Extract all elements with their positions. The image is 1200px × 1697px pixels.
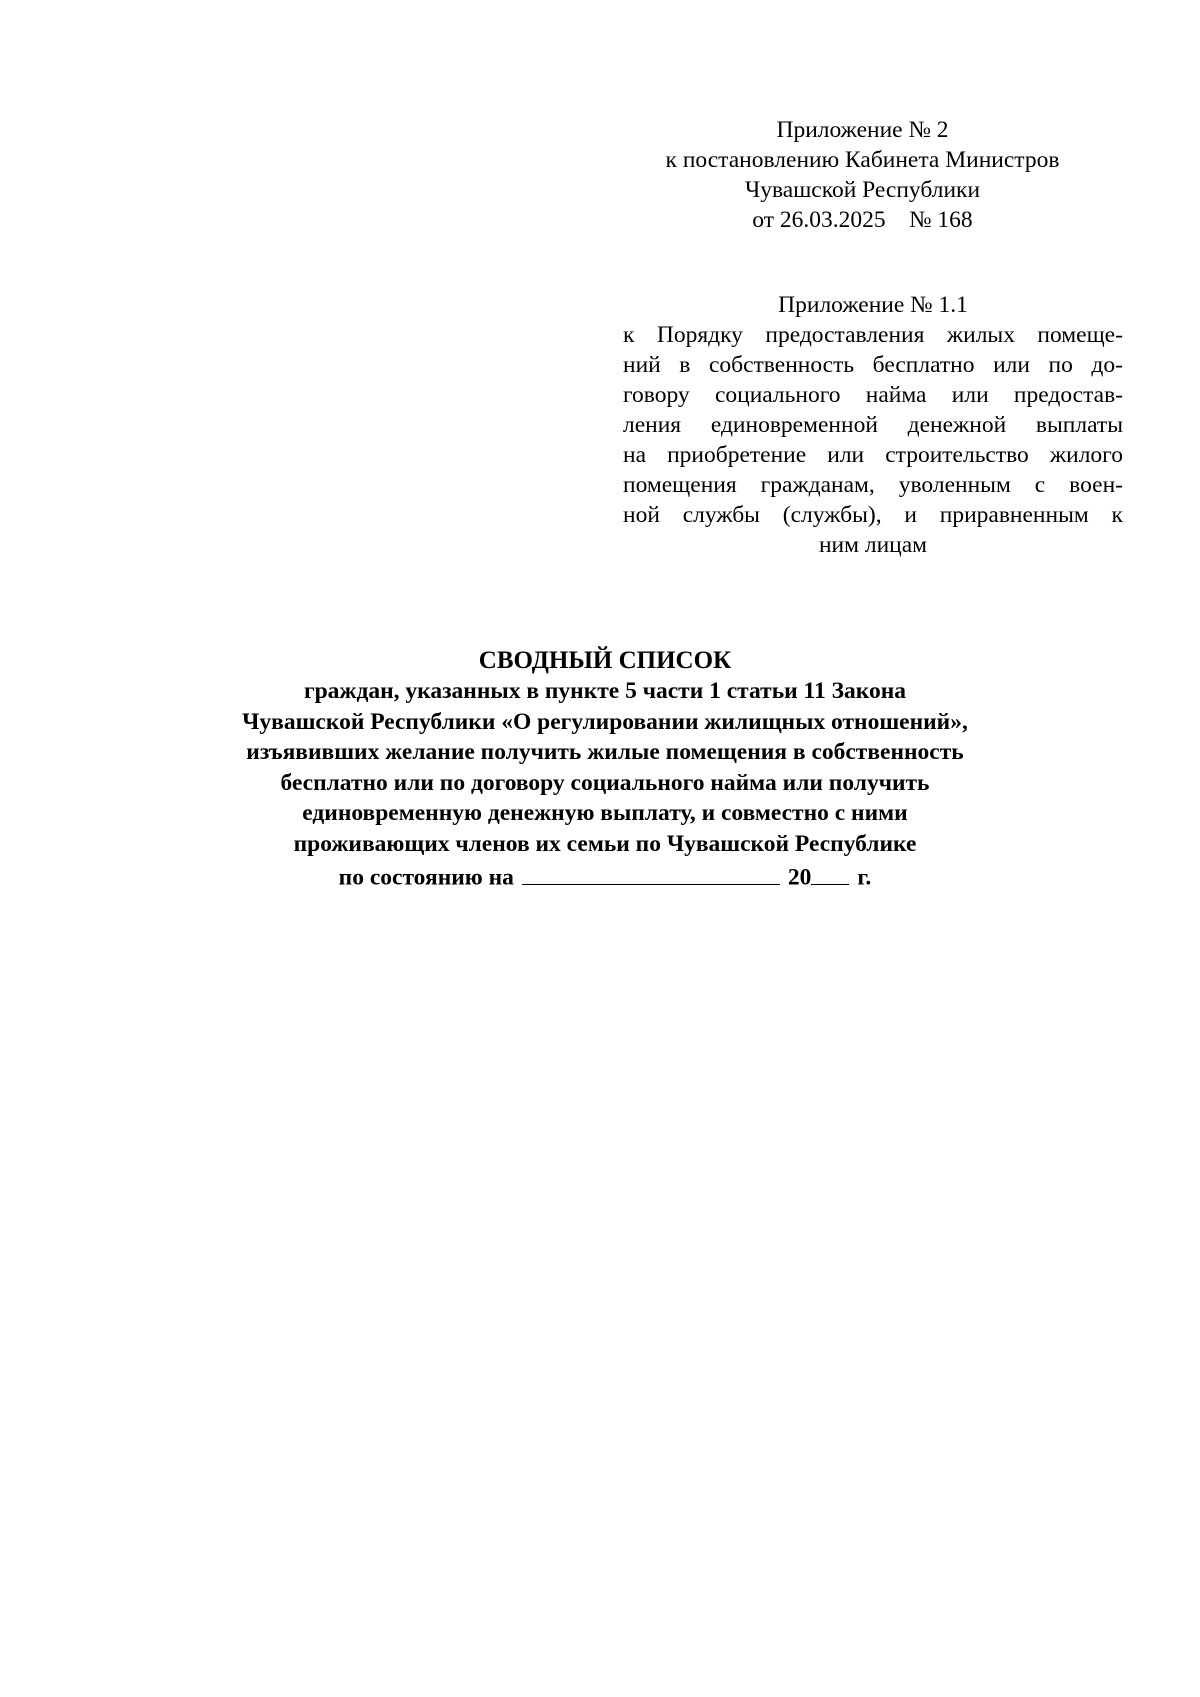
approval-line: к постановлению Кабинета Министров — [665, 147, 1060, 173]
appendix-word: уволенным — [898, 472, 1011, 498]
appendix-line — [623, 440, 1123, 470]
heading-date-line — [150, 859, 1060, 893]
appendix-word: в — [679, 352, 691, 378]
appendix-last-line: ним лицам — [818, 532, 928, 558]
appendix-line — [623, 320, 1123, 350]
date-blank — [522, 859, 780, 885]
heading-line: проживающих членов их семьи по Чувашской Республике — [293, 830, 917, 857]
document-heading — [150, 645, 1060, 893]
appendix-line — [623, 500, 1123, 530]
approval-line: от 26.03.2025 № 168 — [752, 207, 973, 233]
appendix-line — [623, 470, 1123, 500]
approval-block — [640, 115, 1085, 235]
approval-line: Приложение № 2 — [776, 117, 949, 143]
date-prefix: по состоянию на — [338, 864, 514, 891]
appendix-word: приобретение — [667, 442, 807, 468]
appendix-word: жилых — [946, 322, 1015, 348]
appendix-word: помещения — [623, 472, 737, 498]
appendix-title: Приложение № 1.1 — [778, 292, 968, 318]
appendix-word: найма — [865, 382, 927, 408]
appendix-word: по — [1048, 352, 1073, 378]
appendix-word: и — [904, 502, 917, 528]
date-suffix: г. — [857, 864, 872, 891]
appendix-word: гражданам, — [760, 472, 875, 498]
appendix-word: или — [827, 442, 865, 468]
appendix-word: предоставления — [765, 322, 925, 348]
appendix-word: ний — [623, 352, 661, 378]
heading-line: единовременную денежную выплату, и совместно с ними — [302, 800, 908, 826]
appendix-body — [623, 320, 1123, 560]
approval-line: Чувашской Республики — [744, 177, 981, 203]
appendix-word: собственность — [708, 352, 855, 378]
appendix-line — [623, 410, 1123, 440]
appendix-word: ной — [623, 502, 660, 528]
appendix-word: или — [993, 352, 1030, 378]
appendix-word: денежной — [907, 412, 1007, 438]
appendix-word: воен- — [1069, 472, 1123, 498]
appendix-word: Порядку — [656, 322, 743, 348]
appendix-word: строительство — [885, 442, 1029, 468]
appendix-word: говору — [623, 382, 690, 408]
heading-line: изъявивших желание получить жилые помещения в собственность — [246, 739, 964, 765]
appendix-line — [623, 350, 1123, 380]
year-blank — [811, 859, 849, 885]
appendix-word: жилого — [1049, 442, 1123, 468]
date-century: 20 — [787, 864, 812, 891]
appendix-word: службы — [682, 502, 760, 528]
appendix-word: на — [623, 442, 647, 468]
appendix-word: ления — [623, 412, 682, 438]
document-title: СВОДНЫЙ СПИСОК — [478, 647, 732, 674]
appendix-word: к — [623, 322, 635, 348]
appendix-word: приравненным — [939, 502, 1089, 528]
appendix-word: до- — [1091, 352, 1123, 378]
heading-line: бесплатно или по договору социального найма или получить — [280, 769, 930, 796]
appendix-word: выплаты — [1035, 412, 1123, 438]
appendix-word: помеще- — [1037, 322, 1123, 348]
appendix-word: бесплатно — [872, 352, 975, 378]
appendix-word: с — [1034, 472, 1046, 498]
appendix-word: единовременной — [710, 412, 878, 438]
appendix-word: социального — [714, 382, 841, 408]
appendix-word: (службы), — [782, 502, 882, 528]
appendix-word: или — [951, 382, 989, 408]
appendix-block — [623, 290, 1123, 560]
appendix-line — [623, 380, 1123, 410]
heading-line: граждан, указанных в пункте 5 части 1 статьи 11 Закона — [303, 678, 907, 704]
appendix-word: предостав- — [1013, 382, 1123, 408]
appendix-word: к — [1111, 502, 1123, 528]
heading-line: Чувашской Республики «О регулировании жилищных отношений», — [242, 708, 968, 735]
